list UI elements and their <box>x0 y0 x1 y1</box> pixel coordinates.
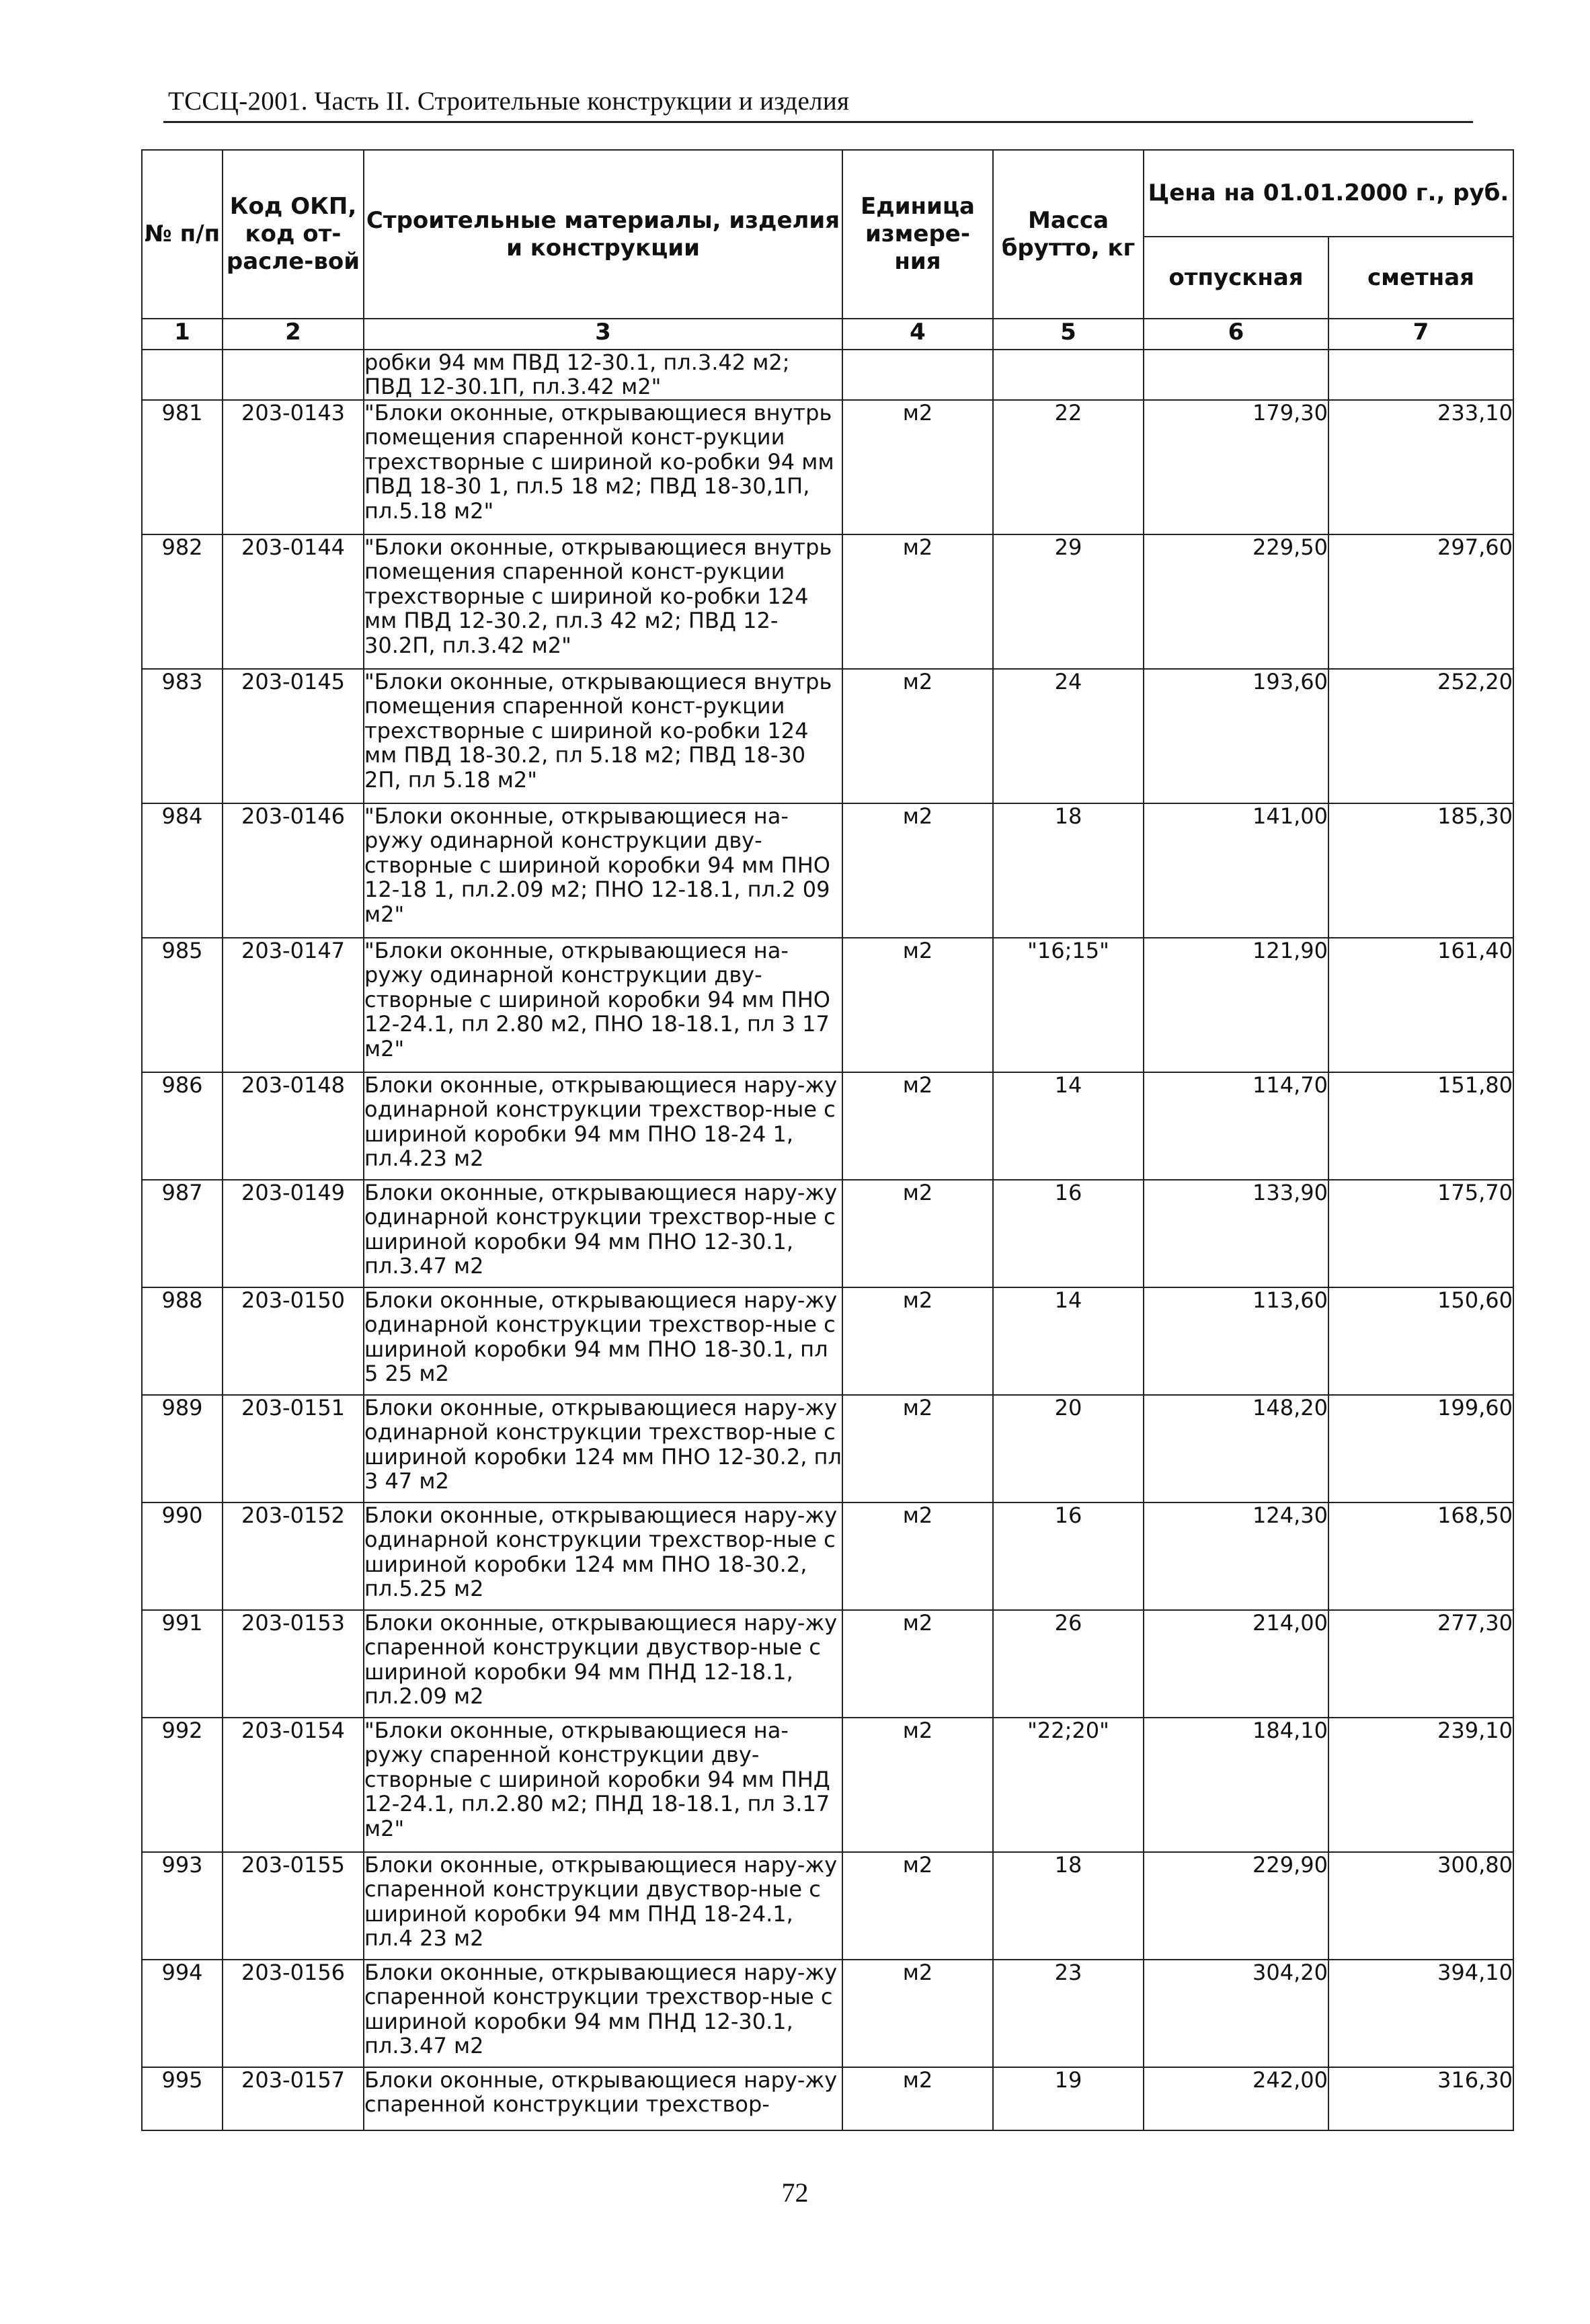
row-code: 203-0150 <box>223 1287 364 1395</box>
row-name: "Блоки оконные, открывающиеся на-ружу спаренной конструкции дву-створные с шириной коробки 94 мм ПНД 12-24.1, пл.2.80 м2; ПНД 18-18.1, пл 3.17 м2" <box>364 1718 842 1852</box>
row-code: 203-0143 <box>223 400 364 534</box>
table-row <box>142 400 1513 534</box>
row-price-release: 113,60 <box>1144 1287 1328 1395</box>
row-unit: м2 <box>842 400 993 534</box>
table-row <box>142 1072 1513 1180</box>
row-price-estimate: 239,10 <box>1328 1718 1513 1852</box>
row-code: 203-0149 <box>223 1180 364 1287</box>
row-price-estimate: 300,80 <box>1328 1852 1513 1960</box>
row-mass: 23 <box>993 1960 1144 2067</box>
row-name: Блоки оконные, открывающиеся нару-жу одинарной конструкции трехствор-ные с шириной коробки 124 мм ПНО 12-30.2, пл 3 47 м2 <box>364 1395 842 1502</box>
header-code-line1: Код <box>229 193 283 221</box>
row-price-release <box>1144 350 1328 400</box>
row-unit: м2 <box>842 1395 993 1502</box>
row-code: 203-0152 <box>223 1502 364 1610</box>
row-number: 995 <box>142 2067 223 2130</box>
row-name: Блоки оконные, открывающиеся нару-жу спаренной конструкции трехствор-ные с шириной коробки 94 мм ПНД 12-30.1, пл.3.47 м2 <box>364 1960 842 2067</box>
price-table <box>141 149 1514 2131</box>
row-name: робки 94 мм ПВД 12-30.1, пл.3.42 м2; ПВД 12-30.1П, пл.3.42 м2" <box>364 350 842 400</box>
row-price-estimate: 150,60 <box>1328 1287 1513 1395</box>
table-row <box>142 1852 1513 1960</box>
row-price-estimate: 277,30 <box>1328 1610 1513 1718</box>
row-code: 203-0148 <box>223 1072 364 1180</box>
header-mass: Масса брутто, кг <box>993 150 1144 319</box>
header-price-group: Цена на 01.01.2000 г., руб. <box>1144 150 1513 237</box>
row-unit: м2 <box>842 1718 993 1852</box>
header-price-release: отпускная <box>1144 237 1328 319</box>
row-mass: 14 <box>993 1287 1144 1395</box>
row-unit: м2 <box>842 2067 993 2130</box>
row-price-release: 193,60 <box>1144 669 1328 803</box>
column-number: 7 <box>1328 319 1513 350</box>
row-mass: 18 <box>993 1852 1144 1960</box>
row-unit: м2 <box>842 1960 993 2067</box>
row-code: 203-0144 <box>223 534 364 669</box>
row-code: 203-0151 <box>223 1395 364 1502</box>
header-code-line2: ОКП, <box>290 193 357 221</box>
row-code: 203-0154 <box>223 1718 364 1852</box>
column-number: 1 <box>142 319 223 350</box>
row-number: 988 <box>142 1287 223 1395</box>
row-unit: м2 <box>842 1072 993 1180</box>
row-number: 983 <box>142 669 223 803</box>
row-mass: 24 <box>993 669 1144 803</box>
row-code: 203-0146 <box>223 803 364 938</box>
row-mass: 16 <box>993 1180 1144 1287</box>
row-name: Блоки оконные, открывающиеся нару-жу спаренной конструкции двуствор-ные с шириной коробки 94 мм ПНД 18-24.1, пл.4 23 м2 <box>364 1852 842 1960</box>
table-row <box>142 1960 1513 2067</box>
row-number: 994 <box>142 1960 223 2067</box>
row-name: "Блоки оконные, открывающиеся внутрь помещения спаренной конст-рукции трехстворные с шириной ко-робки 124 мм ПВД 18-30.2, пл 5.18 м2; ПВД 18-30 2П, пл 5.18 м2" <box>364 669 842 803</box>
table-row <box>142 2067 1513 2130</box>
table-row <box>142 938 1513 1072</box>
row-name: Блоки оконные, открывающиеся нару-жу спаренной конструкции трехствор- <box>364 2067 842 2130</box>
table-row <box>142 350 1513 400</box>
row-price-estimate: 252,20 <box>1328 669 1513 803</box>
table-row <box>142 803 1513 938</box>
row-unit: м2 <box>842 803 993 938</box>
header-name: Строительные материалы, изделия и конструкции <box>364 150 842 319</box>
row-number: 992 <box>142 1718 223 1852</box>
row-price-release: 214,00 <box>1144 1610 1328 1718</box>
row-unit: м2 <box>842 1180 993 1287</box>
row-mass: 18 <box>993 803 1144 938</box>
row-number: 990 <box>142 1502 223 1610</box>
row-number: 986 <box>142 1072 223 1180</box>
table-row <box>142 1395 1513 1502</box>
row-name: Блоки оконные, открывающиеся нару-жу одинарной конструкции трехствор-ные с шириной коробки 94 мм ПНО 12-30.1, пл.3.47 м2 <box>364 1180 842 1287</box>
row-number: 981 <box>142 400 223 534</box>
row-price-estimate: 316,30 <box>1328 2067 1513 2130</box>
row-unit: м2 <box>842 669 993 803</box>
row-price-estimate: 168,50 <box>1328 1502 1513 1610</box>
column-number: 3 <box>364 319 842 350</box>
row-number: 987 <box>142 1180 223 1287</box>
row-price-estimate: 175,70 <box>1328 1180 1513 1287</box>
row-mass: 14 <box>993 1072 1144 1180</box>
row-mass: 26 <box>993 1610 1144 1718</box>
header-unit: Единица измере-ния <box>842 150 993 319</box>
row-name: Блоки оконные, открывающиеся нару-жу одинарной конструкции трехствор-ные с шириной коробки 94 мм ПНО 18-24 1, пл.4.23 м2 <box>364 1072 842 1180</box>
row-unit <box>842 350 993 400</box>
row-name: Блоки оконные, открывающиеся нару-жу спаренной конструкции двуствор-ные с шириной коробки 94 мм ПНД 12-18.1, пл.2.09 м2 <box>364 1610 842 1718</box>
row-price-estimate <box>1328 350 1513 400</box>
row-mass <box>993 350 1144 400</box>
table-body <box>142 350 1513 2130</box>
row-unit: м2 <box>842 938 993 1072</box>
row-number: 993 <box>142 1852 223 1960</box>
row-mass: "16;15" <box>993 938 1144 1072</box>
column-number: 5 <box>993 319 1144 350</box>
row-price-release: 242,00 <box>1144 2067 1328 2130</box>
row-name: Блоки оконные, открывающиеся нару-жу одинарной конструкции трехствор-ные с шириной коробки 124 мм ПНО 18-30.2, пл.5.25 м2 <box>364 1502 842 1610</box>
row-price-estimate: 199,60 <box>1328 1395 1513 1502</box>
header-price-estimate: сметная <box>1328 237 1513 319</box>
row-code: 203-0155 <box>223 1852 364 1960</box>
row-name: "Блоки оконные, открывающиеся на-ружу одинарной конструкции дву-створные с шириной коробки 94 мм ПНО 12-24.1, пл 2.80 м2, ПНО 18-18.1, пл 3 17 м2" <box>364 938 842 1072</box>
row-code: 203-0145 <box>223 669 364 803</box>
column-number: 2 <box>223 319 364 350</box>
header-code <box>223 150 364 319</box>
row-unit: м2 <box>842 1852 993 1960</box>
row-number <box>142 350 223 400</box>
row-price-release: 121,90 <box>1144 938 1328 1072</box>
header-no: № п/п <box>142 150 223 319</box>
row-price-estimate: 185,30 <box>1328 803 1513 938</box>
row-price-release: 133,90 <box>1144 1180 1328 1287</box>
row-price-release: 141,00 <box>1144 803 1328 938</box>
row-mass: 16 <box>993 1502 1144 1610</box>
row-name: "Блоки оконные, открывающиеся внутрь помещения спаренной конст-рукции трехстворные с шириной ко-робки 124 мм ПВД 12-30.2, пл.3 42 м2; ПВД 12-30.2П, пл.3.42 м2" <box>364 534 842 669</box>
column-number: 6 <box>1144 319 1328 350</box>
row-price-release: 114,70 <box>1144 1072 1328 1180</box>
row-mass: 22 <box>993 400 1144 534</box>
row-unit: м2 <box>842 1287 993 1395</box>
row-mass: "22;20" <box>993 1718 1144 1852</box>
row-code: 203-0156 <box>223 1960 364 2067</box>
table-row <box>142 669 1513 803</box>
table-row <box>142 534 1513 669</box>
header-code-rest: код от-расле-вой <box>226 221 360 275</box>
column-numbers-row <box>142 319 1513 350</box>
row-code: 203-0153 <box>223 1610 364 1718</box>
row-price-release: 184,10 <box>1144 1718 1328 1852</box>
row-unit: м2 <box>842 1610 993 1718</box>
page-number: 72 <box>781 2177 809 2208</box>
row-code <box>223 350 364 400</box>
row-number: 984 <box>142 803 223 938</box>
header-rule <box>163 121 1473 123</box>
row-price-release: 124,30 <box>1144 1502 1328 1610</box>
row-price-estimate: 161,40 <box>1328 938 1513 1072</box>
row-price-estimate: 394,10 <box>1328 1960 1513 2067</box>
row-code: 203-0147 <box>223 938 364 1072</box>
row-name: "Блоки оконные, открывающиеся на-ружу одинарной конструкции дву-створные с шириной коробки 94 мм ПНО 12-18 1, пл.2.09 м2; ПНО 12-18.1, пл.2 09 м2" <box>364 803 842 938</box>
row-name: "Блоки оконные, открывающиеся внутрь помещения спаренной конст-рукции трехстворные с шириной ко-робки 94 мм ПВД 18-30 1, пл.5 18 м2; ПВД 18-30,1П, пл.5.18 м2" <box>364 400 842 534</box>
row-price-estimate: 233,10 <box>1328 400 1513 534</box>
row-name: Блоки оконные, открывающиеся нару-жу одинарной конструкции трехствор-ные с шириной коробки 94 мм ПНО 18-30.1, пл 5 25 м2 <box>364 1287 842 1395</box>
row-unit: м2 <box>842 534 993 669</box>
row-number: 985 <box>142 938 223 1072</box>
table-row <box>142 1610 1513 1718</box>
table-row <box>142 1502 1513 1610</box>
row-price-release: 229,90 <box>1144 1852 1328 1960</box>
row-mass: 20 <box>993 1395 1144 1502</box>
running-head: ТССЦ-2001. Часть II. Строительные конструкции и изделия <box>168 87 850 116</box>
table-row <box>142 1287 1513 1395</box>
row-price-release: 148,20 <box>1144 1395 1328 1502</box>
table-row <box>142 1180 1513 1287</box>
row-number: 982 <box>142 534 223 669</box>
column-number: 4 <box>842 319 993 350</box>
row-number: 991 <box>142 1610 223 1718</box>
row-mass: 29 <box>993 534 1144 669</box>
row-price-release: 304,20 <box>1144 1960 1328 2067</box>
row-price-release: 229,50 <box>1144 534 1328 669</box>
row-number: 989 <box>142 1395 223 1502</box>
row-price-release: 179,30 <box>1144 400 1328 534</box>
row-price-estimate: 151,80 <box>1328 1072 1513 1180</box>
row-price-estimate: 297,60 <box>1328 534 1513 669</box>
row-code: 203-0157 <box>223 2067 364 2130</box>
table-row <box>142 1718 1513 1852</box>
row-unit: м2 <box>842 1502 993 1610</box>
row-mass: 19 <box>993 2067 1144 2130</box>
